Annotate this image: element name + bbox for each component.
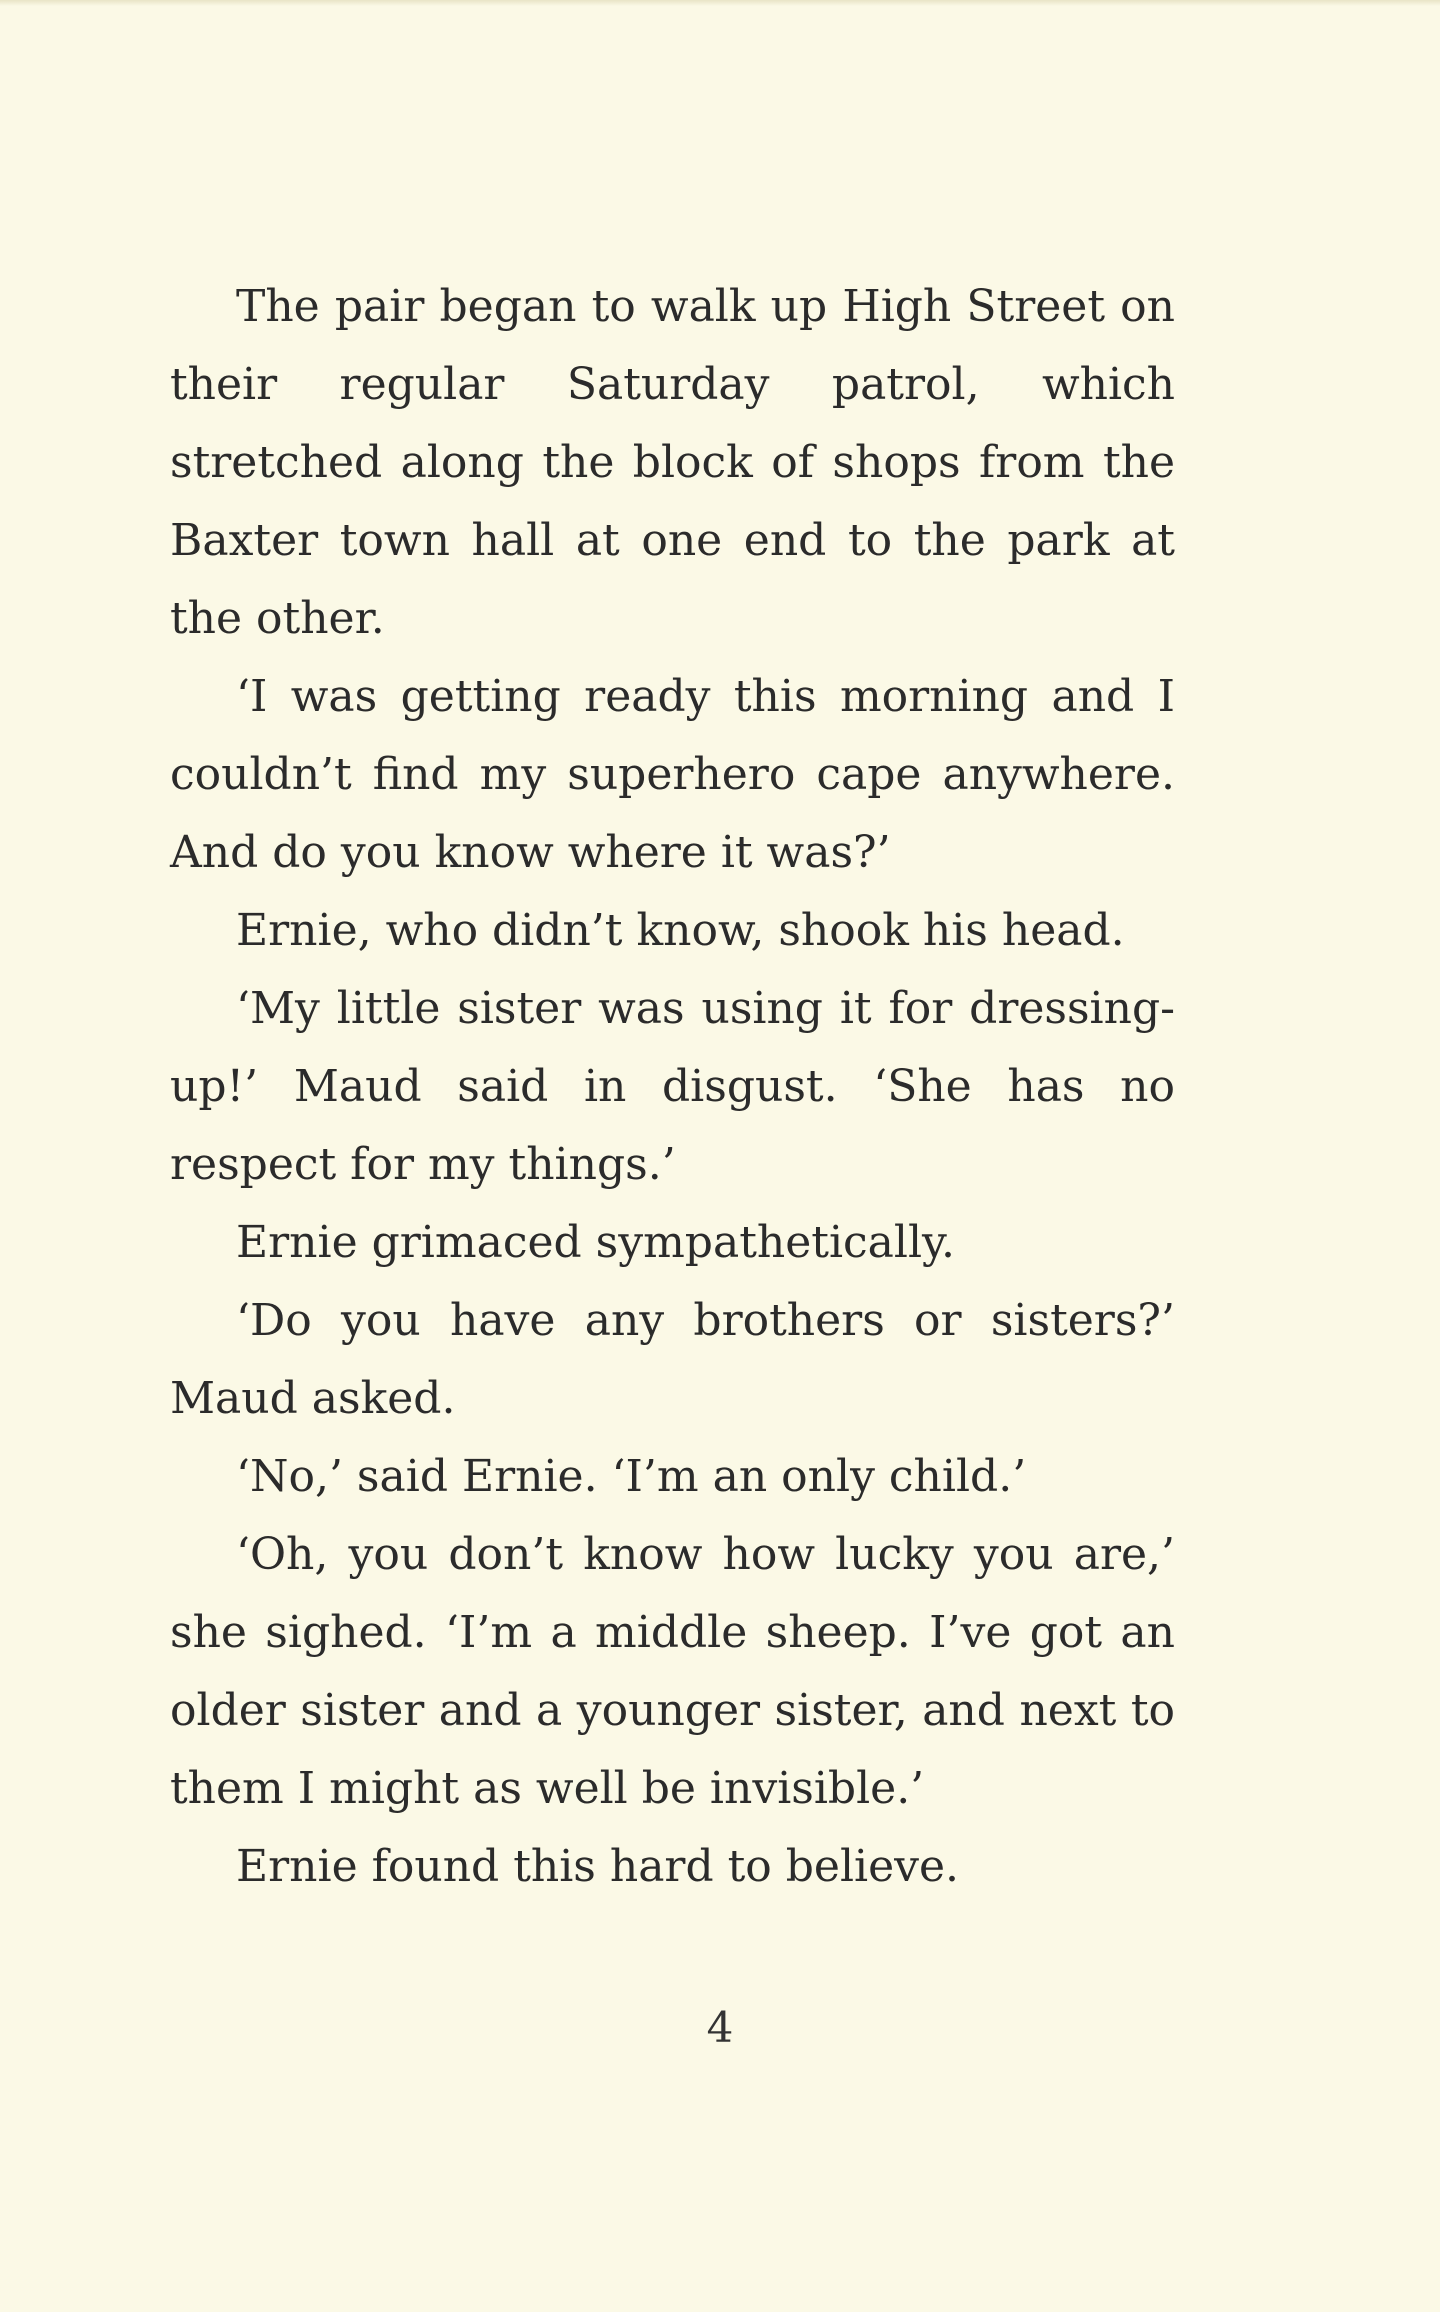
paragraph-9: Ernie found this hard to believe. <box>236 1841 960 1892</box>
paragraph-4: ‘My little sister was using it for dressing-up!’ Maud said in disgust. ‘She has no respect for my things.’ <box>170 983 1175 1190</box>
paragraph-2: ‘I was getting ready this morning and I couldn’t find my superhero cape anywhere. And do you know where it was?’ <box>170 671 1175 878</box>
page-number: 4 <box>706 2003 734 2052</box>
body-text <box>170 268 1175 1906</box>
paragraph-7: ‘No,’ said Ernie. ‘I’m an only child.’ <box>236 1451 1027 1502</box>
paragraph-1: The pair began to walk up High Street on their regular Saturday patrol, which stretched along the block of shops from the Baxter town hall at one end to the park at the other. <box>170 281 1175 644</box>
paragraph-6: ‘Do you have any brothers or sisters?’ Maud asked. <box>170 1295 1175 1424</box>
paragraph-5: Ernie grimaced sympathetically. <box>236 1217 956 1268</box>
paragraph-3: Ernie, who didn’t know, shook his head. <box>236 905 1125 956</box>
paragraph-8: ‘Oh, you don’t know how lucky you are,’ she sighed. ‘I’m a middle sheep. I’ve got an older sister and a younger sister, and next to them I might as well be invisible.’ <box>170 1529 1175 1814</box>
page-top-edge <box>0 0 1440 6</box>
